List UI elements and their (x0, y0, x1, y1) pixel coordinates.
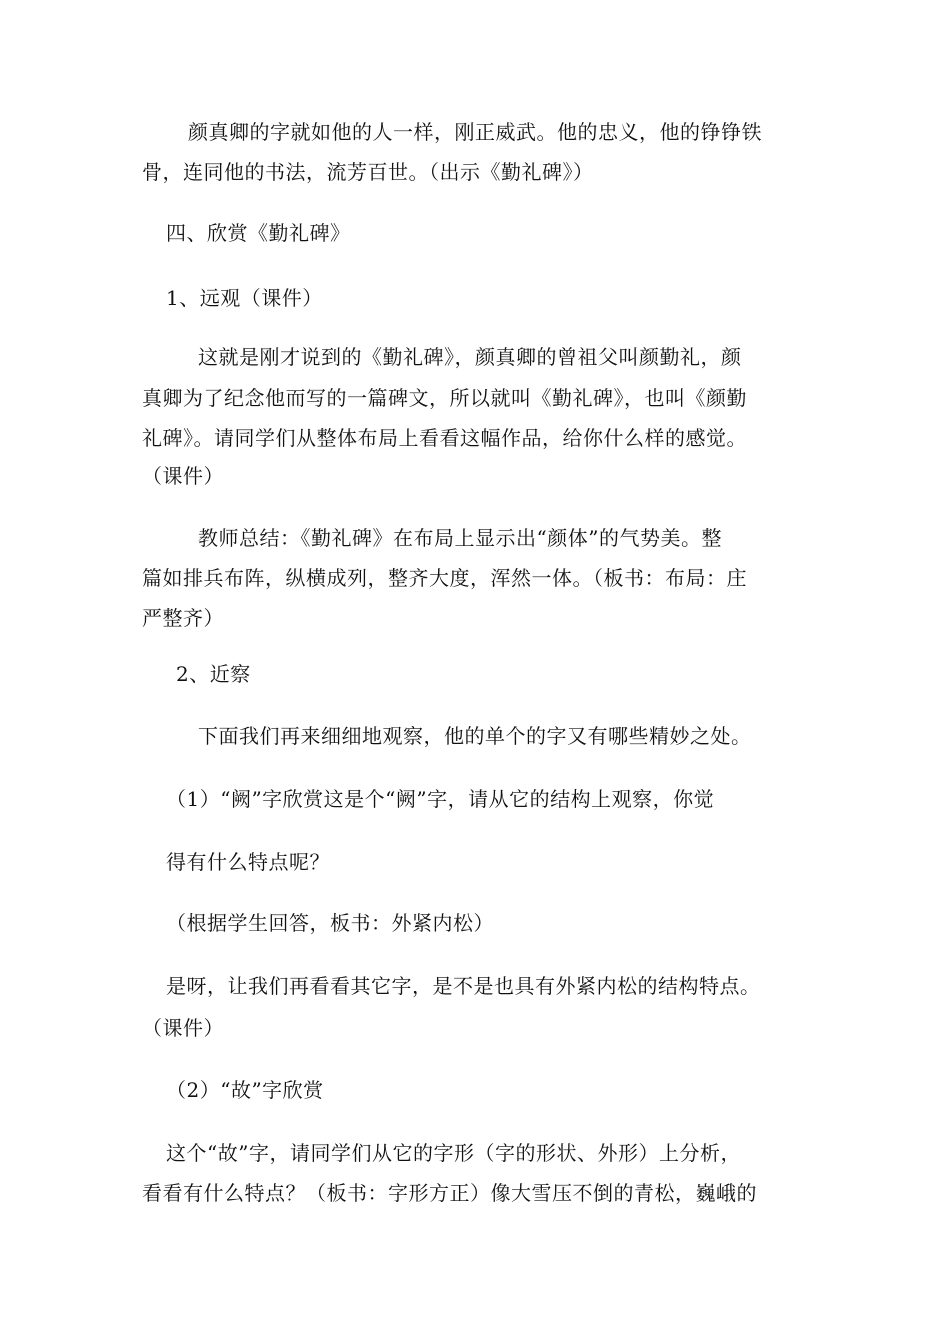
text-line-19: （2）“故”字欣赏 (166, 1078, 324, 1102)
text-line-21: 看看有什么特点？（板书：字形方正）像大雪压不倒的青松，巍峨的 (142, 1181, 757, 1205)
text-line-16: （根据学生回答，板书：外紧内松） (166, 911, 494, 935)
section-heading-4: 四、欣赏《勤礼碑》 (166, 221, 351, 245)
text-line-18: （课件） (142, 1016, 224, 1040)
text-line-5: 这就是刚才说到的《勤礼碑》，颜真卿的曾祖父叫颜勤礼，颜 (198, 345, 742, 369)
text-line-13: 下面我们再来细细地观察，他的单个的字又有哪些精妙之处。 (198, 724, 752, 748)
subheading-1: 1、远观（课件） (166, 286, 323, 310)
text-line-15: 得有什么特点呢？ (166, 850, 330, 874)
text-line-20: 这个“故”字，请同学们从它的字形（字的形状、外形）上分析， (166, 1141, 741, 1165)
text-line-11: 严整齐） (142, 606, 224, 630)
text-line-1: 颜真卿的字就如他的人一样，刚正威武。他的忠义，他的铮铮铁 (188, 120, 762, 144)
text-line-10: 篇如排兵布阵，纵横成列，整齐大度，浑然一体。（板书：布局：庄 (142, 566, 747, 590)
text-line-9: 教师总结：《勤礼碑》在布局上显示出“颜体”的气势美。整 (198, 526, 722, 550)
text-line-7: 礼碑》。请同学们从整体布局上看看这幅作品，给你什么样的感觉。 (142, 426, 747, 450)
subheading-2: 2、近察 (176, 662, 251, 686)
text-line-8: （课件） (142, 464, 224, 488)
text-line-14: （1）“阙”字欣赏这是个“阙”字，请从它的结构上观察，你觉 (166, 787, 715, 811)
text-line-2: 骨，连同他的书法，流芳百世。（出示《勤礼碑》） (142, 160, 594, 184)
text-line-6: 真卿为了纪念他而写的一篇碑文，所以就叫《勤礼碑》，也叫《颜勤 (142, 386, 747, 410)
text-line-17: 是呀，让我们再看看其它字，是不是也具有外紧内松的结构特点。 (166, 974, 761, 998)
